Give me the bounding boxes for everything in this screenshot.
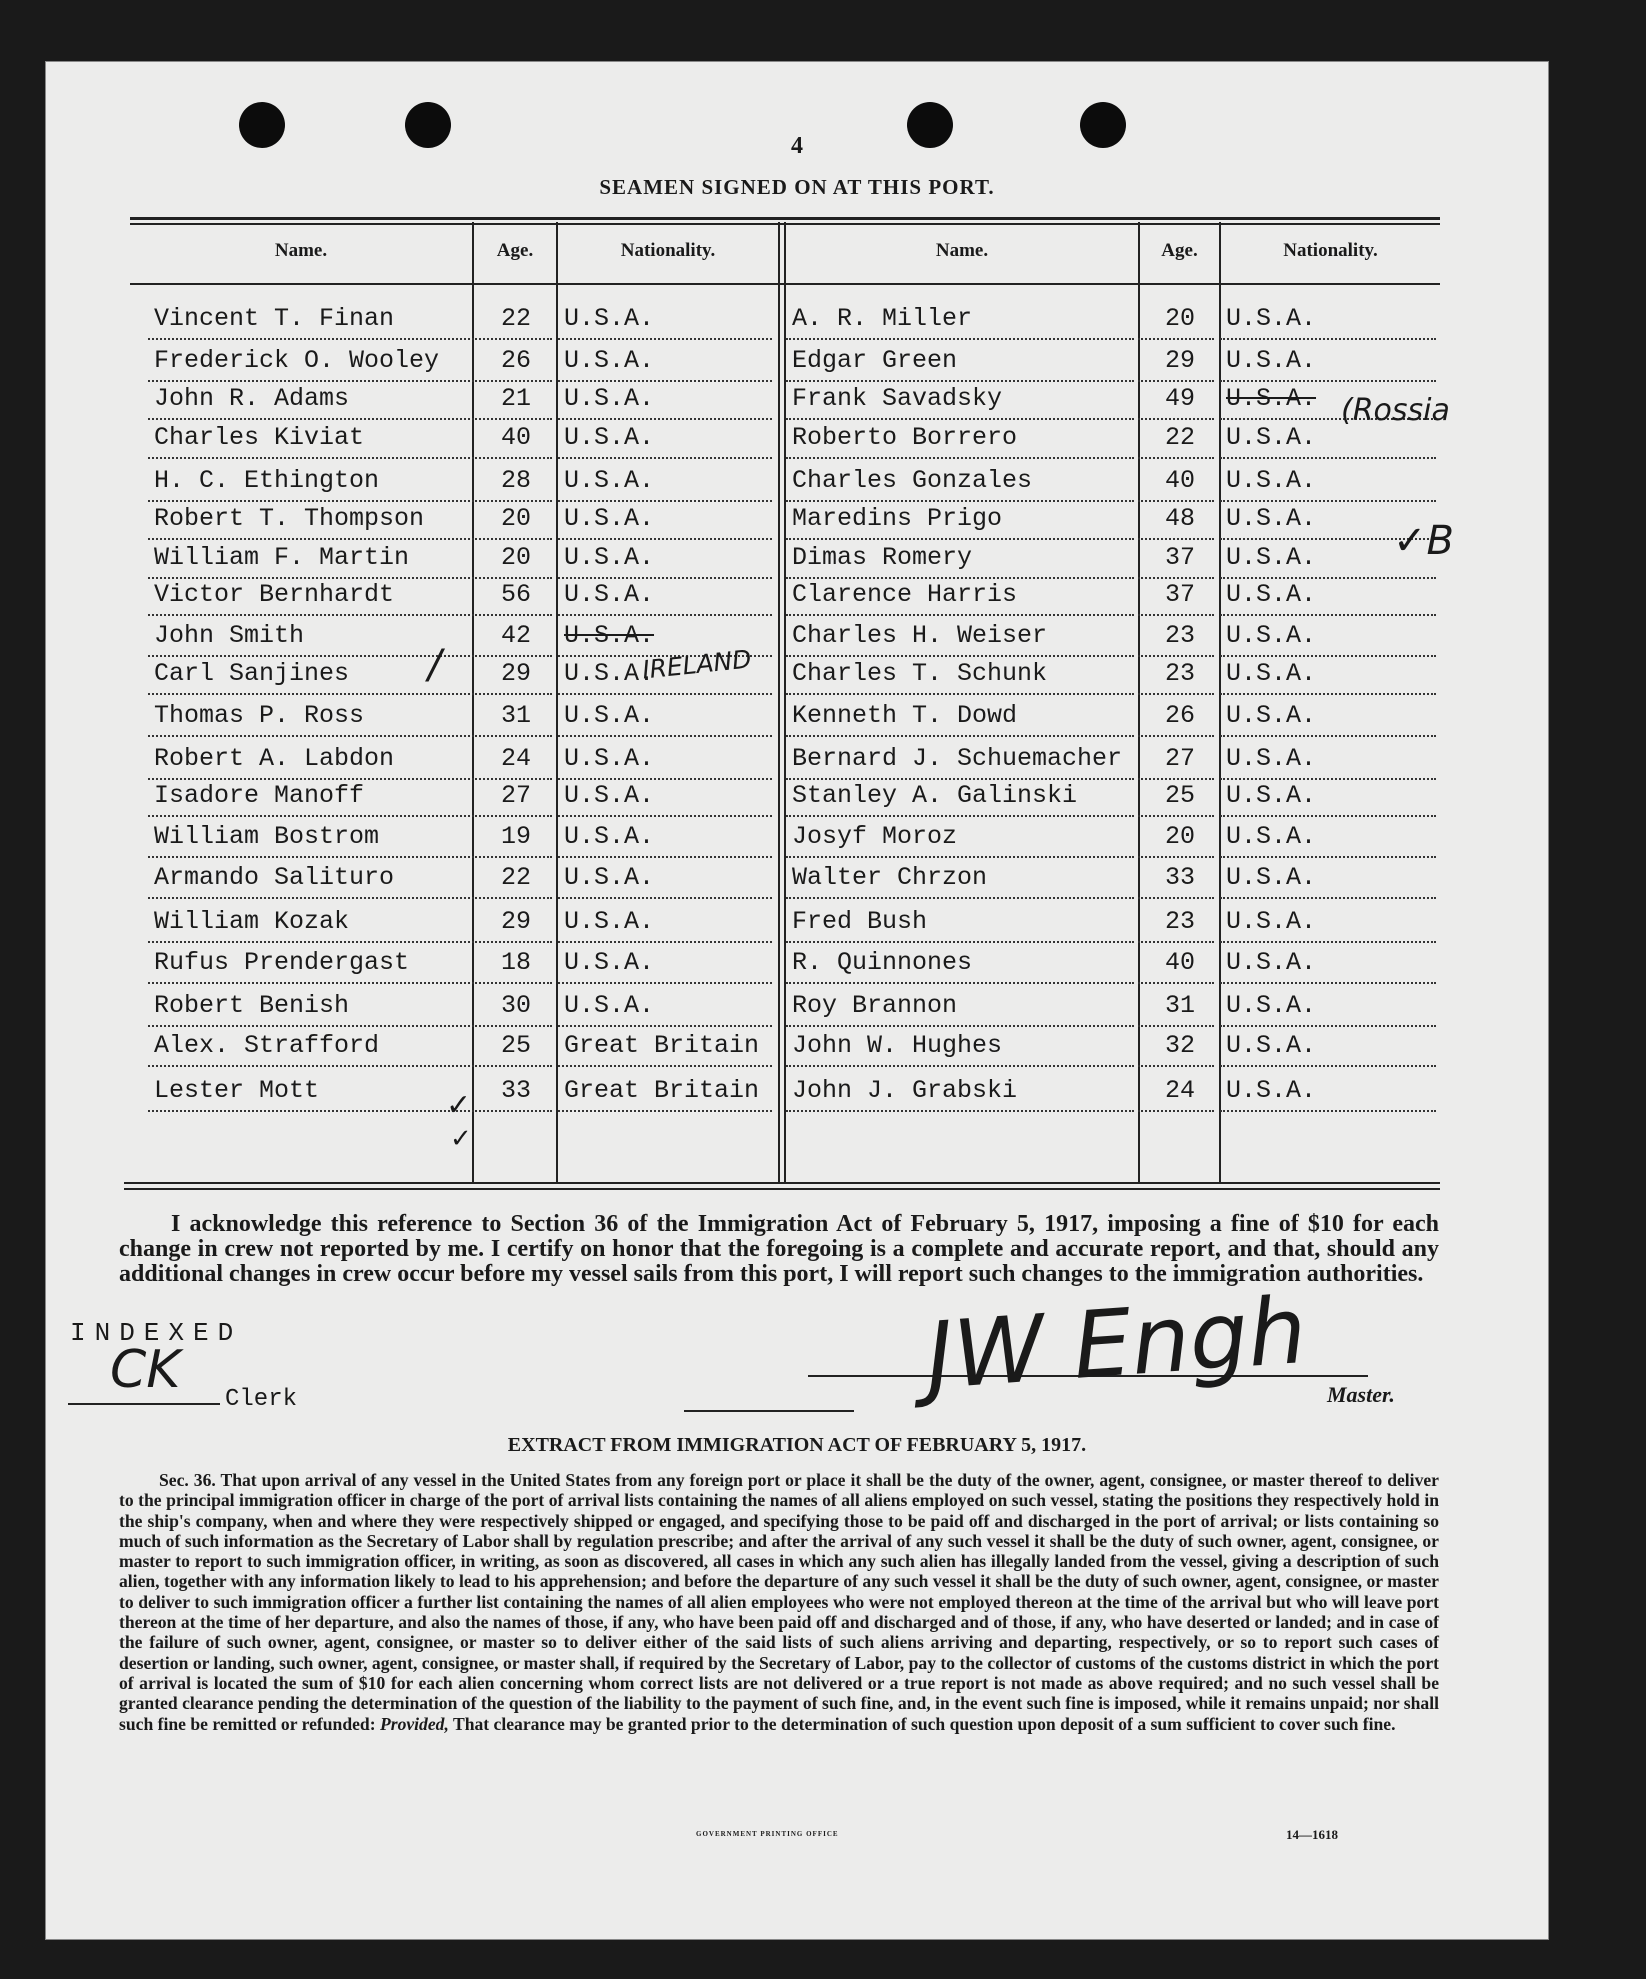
crew-nationality: U.S.A. — [564, 863, 655, 892]
dotted-rule — [1138, 457, 1214, 459]
dotted-rule — [786, 941, 1134, 943]
crew-age: 25 — [500, 1031, 531, 1060]
crew-nationality: U.S.A. — [564, 423, 655, 452]
dotted-rule — [1220, 655, 1436, 657]
dotted-rule — [1138, 982, 1214, 984]
dotted-rule — [558, 735, 772, 737]
dotted-rule — [558, 693, 772, 695]
legal-text — [119, 1470, 1439, 1734]
crew-name: Victor Bernhardt — [154, 580, 395, 609]
table-bottom-rule — [124, 1182, 1440, 1184]
master-signature: JW Engh — [922, 1276, 1310, 1411]
dotted-rule — [472, 418, 552, 420]
column-divider — [1138, 222, 1140, 1184]
crew-age: 26 — [1164, 701, 1195, 730]
crew-name: William Bostrom — [154, 822, 380, 851]
dotted-rule — [786, 693, 1134, 695]
dotted-rule — [1220, 1025, 1436, 1027]
dotted-rule — [148, 1110, 470, 1112]
dotted-rule — [472, 856, 552, 858]
crew-name: Maredins Prigo — [792, 504, 1003, 533]
crew-age: 40 — [1164, 948, 1195, 977]
crew-name: Isadore Manoff — [154, 781, 365, 810]
crew-name: Clarence Harris — [792, 580, 1018, 609]
dotted-rule — [558, 614, 772, 616]
dotted-rule — [786, 457, 1134, 459]
handwritten-tick: ✓B — [1393, 518, 1454, 564]
dotted-rule — [558, 500, 772, 502]
dotted-rule — [472, 655, 552, 657]
handwritten-tick: / — [428, 642, 442, 688]
crew-age: 23 — [1164, 621, 1195, 650]
dotted-rule — [1138, 577, 1214, 579]
crew-age: 24 — [1164, 1076, 1195, 1105]
crew-name: Lester Mott — [154, 1076, 320, 1105]
crew-nationality: U.S.A. — [564, 580, 655, 609]
crew-age: 31 — [500, 701, 531, 730]
crew-age: 23 — [1164, 659, 1195, 688]
column-divider — [556, 222, 558, 1184]
dotted-rule — [1220, 778, 1436, 780]
crew-nationality: U.S.A. — [564, 744, 655, 773]
dotted-rule — [786, 778, 1134, 780]
crew-nationality: U.S.A. — [564, 659, 655, 688]
header-nationality-left: Nationality. — [620, 240, 716, 261]
crew-age: 48 — [1164, 504, 1195, 533]
dotted-rule — [472, 1065, 552, 1067]
dotted-rule — [1220, 457, 1436, 459]
crew-nationality: U.S.A. — [564, 504, 655, 533]
crew-nationality: U.S.A. — [1226, 907, 1317, 936]
dotted-rule — [472, 538, 552, 540]
crew-nationality: U.S.A. — [564, 346, 655, 375]
proviso-label: Provided, — [379, 1713, 449, 1734]
crew-age: 22 — [500, 304, 531, 333]
crew-nationality: U.S.A. — [1226, 1031, 1317, 1060]
dotted-rule — [1138, 614, 1214, 616]
crew-nationality: U.S.A. — [1226, 580, 1317, 609]
section-label: Sec. 36. — [159, 1470, 216, 1490]
dotted-rule — [1220, 577, 1436, 579]
crew-nationality: U.S.A. — [564, 991, 655, 1020]
crew-age: 22 — [500, 863, 531, 892]
crew-name: Roy Brannon — [792, 991, 958, 1020]
crew-age: 20 — [1164, 304, 1195, 333]
crew-name: Thomas P. Ross — [154, 701, 365, 730]
dotted-rule — [472, 380, 552, 382]
dotted-rule — [472, 735, 552, 737]
acknowledgement-paragraph: I acknowledge this reference to Section 36 of the Immigration Act of February 5, 1917, imposing a fine of $10 for each change in crew not reported by me. I certify on honor that the foregoing is a complete and accurate report, and that, should any additional changes in crew occur before my vessel sails from this port, I will report such changes to the immigration authorities. — [119, 1211, 1439, 1287]
column-divider — [472, 222, 474, 1184]
crew-age: 37 — [1164, 580, 1195, 609]
crew-age: 37 — [1164, 543, 1195, 572]
crew-name: Roberto Borrero — [792, 423, 1018, 452]
crew-nationality: U.S.A. — [1226, 543, 1317, 572]
dotted-rule — [1138, 693, 1214, 695]
printing-office-imprint: GOVERNMENT PRINTING OFFICE — [696, 1830, 839, 1838]
crew-name: Alex. Strafford — [154, 1031, 380, 1060]
clerk-signature-line — [68, 1403, 220, 1405]
dotted-rule — [558, 1110, 772, 1112]
crew-age: 40 — [500, 423, 531, 452]
crew-name: Fred Bush — [792, 907, 928, 936]
dotted-rule — [558, 338, 772, 340]
crew-nationality: U.S.A. — [564, 384, 655, 413]
dotted-rule — [786, 735, 1134, 737]
crew-age: 21 — [500, 384, 531, 413]
dotted-rule — [786, 500, 1134, 502]
dotted-rule — [1220, 897, 1436, 899]
dotted-rule — [1138, 941, 1214, 943]
dotted-rule — [558, 778, 772, 780]
dotted-rule — [1220, 338, 1436, 340]
handwritten-tick: ✓ — [450, 1124, 472, 1154]
crew-age: 25 — [1164, 781, 1195, 810]
crew-age: 27 — [500, 781, 531, 810]
crew-nationality: U.S.A. — [564, 701, 655, 730]
crew-nationality: U.S.A. — [1226, 504, 1317, 533]
dotted-rule — [786, 1065, 1134, 1067]
dotted-rule — [1138, 735, 1214, 737]
dotted-rule — [786, 418, 1134, 420]
crew-nationality: U.S.A. — [564, 781, 655, 810]
crew-nationality: U.S.A. — [564, 466, 655, 495]
dotted-rule — [558, 856, 772, 858]
extract-title: EXTRACT FROM IMMIGRATION ACT OF FEBRUARY 5, 1917. — [507, 1434, 1087, 1456]
dotted-rule — [472, 1110, 552, 1112]
dotted-rule — [148, 1065, 470, 1067]
dotted-rule — [1220, 1110, 1436, 1112]
dotted-rule — [1138, 897, 1214, 899]
dotted-rule — [148, 500, 470, 502]
handwritten-correction: (Rossia — [1341, 393, 1450, 428]
dotted-rule — [558, 1065, 772, 1067]
dotted-rule — [1220, 380, 1436, 382]
crew-age: 29 — [1164, 346, 1195, 375]
dotted-rule — [786, 338, 1134, 340]
dotted-rule — [148, 941, 470, 943]
crew-nationality: U.S.A. — [1226, 948, 1317, 977]
crew-age: 20 — [500, 504, 531, 533]
crew-age: 56 — [500, 580, 531, 609]
dotted-rule — [148, 655, 470, 657]
table-top-rule — [130, 217, 1440, 220]
column-divider — [1219, 222, 1221, 1184]
crew-nationality: U.S.A. — [1226, 384, 1317, 413]
dotted-rule — [786, 655, 1134, 657]
crew-name: H. C. Ethington — [154, 466, 380, 495]
dotted-rule — [148, 338, 470, 340]
crew-name: Frank Savadsky — [792, 384, 1003, 413]
dotted-rule — [1220, 614, 1436, 616]
crew-age: 18 — [500, 948, 531, 977]
dotted-rule — [472, 457, 552, 459]
crew-name: Robert A. Labdon — [154, 744, 395, 773]
dotted-rule — [472, 815, 552, 817]
crew-age: 30 — [500, 991, 531, 1020]
dotted-rule — [1138, 380, 1214, 382]
master-signature-line — [684, 1410, 854, 1412]
dotted-rule — [1138, 1025, 1214, 1027]
dotted-rule — [472, 338, 552, 340]
crew-nationality: U.S.A. — [1226, 863, 1317, 892]
dotted-rule — [1138, 655, 1214, 657]
dotted-rule — [786, 982, 1134, 984]
crew-name: Charles H. Weiser — [792, 621, 1048, 650]
crew-age: 22 — [1164, 423, 1195, 452]
master-label: Master. — [1327, 1382, 1395, 1407]
crew-age: 23 — [1164, 907, 1195, 936]
crew-age: 24 — [500, 744, 531, 773]
dotted-rule — [558, 380, 772, 382]
crew-age: 49 — [1164, 384, 1195, 413]
crew-name: Carl Sanjines — [154, 659, 350, 688]
crew-name: Stanley A. Galinski — [792, 781, 1078, 810]
dotted-rule — [148, 778, 470, 780]
crew-nationality: U.S.A. — [1226, 991, 1317, 1020]
page-number: 4 — [791, 133, 803, 159]
crew-name: Charles T. Schunk — [792, 659, 1048, 688]
dotted-rule — [1138, 1065, 1214, 1067]
dotted-rule — [786, 577, 1134, 579]
dotted-rule — [472, 897, 552, 899]
crew-name: John R. Adams — [154, 384, 350, 413]
dotted-rule — [786, 815, 1134, 817]
dotted-rule — [148, 982, 470, 984]
crew-nationality: U.S.A. — [564, 304, 655, 333]
dotted-rule — [472, 778, 552, 780]
crew-name: John Smith — [154, 621, 305, 650]
dotted-rule — [148, 735, 470, 737]
crew-nationality: U.S.A. — [1226, 304, 1317, 333]
dotted-rule — [1220, 500, 1436, 502]
crew-age: 29 — [500, 659, 531, 688]
dotted-rule — [786, 897, 1134, 899]
crew-name: Dimas Romery — [792, 543, 973, 572]
crew-nationality: U.S.A. — [1226, 744, 1317, 773]
crew-nationality: U.S.A. — [1226, 822, 1317, 851]
page-title: SEAMEN SIGNED ON AT THIS PORT. — [599, 175, 995, 199]
dotted-rule — [148, 693, 470, 695]
crew-age: 20 — [1164, 822, 1195, 851]
crew-nationality: U.S.A. — [564, 543, 655, 572]
handwritten-tick: ✓ — [446, 1088, 472, 1123]
dotted-rule — [558, 577, 772, 579]
dotted-rule — [472, 693, 552, 695]
crew-name: Robert T. Thompson — [154, 504, 425, 533]
dotted-rule — [1138, 500, 1214, 502]
dotted-rule — [786, 538, 1134, 540]
crew-nationality: Great Britain — [564, 1031, 760, 1060]
dotted-rule — [1220, 735, 1436, 737]
crew-name: Charles Kiviat — [154, 423, 365, 452]
crew-name: Walter Chrzon — [792, 863, 988, 892]
document-page — [46, 62, 1548, 1939]
crew-nationality: U.S.A. — [564, 948, 655, 977]
crew-name: Frederick O. Wooley — [154, 346, 440, 375]
dotted-rule — [1220, 1065, 1436, 1067]
crew-nationality: U.S.A. — [1226, 659, 1317, 688]
clerk-initials: CK — [110, 1340, 181, 1400]
dotted-rule — [786, 1025, 1134, 1027]
crew-name: Armando Salituro — [154, 863, 395, 892]
crew-name: Josyf Moroz — [792, 822, 958, 851]
crew-age: 32 — [1164, 1031, 1195, 1060]
dotted-rule — [472, 577, 552, 579]
table-bottom-rule — [124, 1188, 1440, 1190]
dotted-rule — [148, 577, 470, 579]
dotted-rule — [148, 815, 470, 817]
dotted-rule — [786, 1110, 1134, 1112]
dotted-rule — [472, 1025, 552, 1027]
dotted-rule — [786, 380, 1134, 382]
crew-nationality: U.S.A. — [1226, 1076, 1317, 1105]
indexed-stamp: INDEXED — [70, 1318, 243, 1348]
crew-nationality: U.S.A. — [564, 907, 655, 936]
crew-nationality: U.S.A. — [1226, 346, 1317, 375]
column-divider — [778, 222, 780, 1184]
dotted-rule — [1220, 856, 1436, 858]
dotted-rule — [148, 1025, 470, 1027]
crew-age: 40 — [1164, 466, 1195, 495]
crew-age: 28 — [500, 466, 531, 495]
header-nationality-right: Nationality. — [1283, 240, 1378, 261]
crew-age: 31 — [1164, 991, 1195, 1020]
crew-name: William F. Martin — [154, 543, 410, 572]
crew-name: Vincent T. Finan — [154, 304, 395, 333]
handwritten-correction: IRELAND — [640, 644, 753, 685]
crew-name: John W. Hughes — [792, 1031, 1003, 1060]
crew-name: Robert Benish — [154, 991, 350, 1020]
dotted-rule — [558, 538, 772, 540]
crew-nationality: U.S.A. — [1226, 423, 1317, 452]
header-age-left: Age. — [496, 240, 534, 261]
crew-age: 29 — [500, 907, 531, 936]
crew-name: R. Quinnones — [792, 948, 973, 977]
dotted-rule — [1138, 418, 1214, 420]
dotted-rule — [558, 815, 772, 817]
dotted-rule — [148, 856, 470, 858]
dotted-rule — [472, 500, 552, 502]
crew-name: A. R. Miller — [792, 304, 973, 333]
dotted-rule — [558, 897, 772, 899]
dotted-rule — [558, 418, 772, 420]
crew-name: John J. Grabski — [792, 1076, 1018, 1105]
crew-nationality: U.S.A. — [1226, 701, 1317, 730]
crew-age: 42 — [500, 621, 531, 650]
crew-age: 20 — [500, 543, 531, 572]
dotted-rule — [786, 856, 1134, 858]
crew-age: 33 — [1164, 863, 1195, 892]
crew-nationality: U.S.A. — [1226, 466, 1317, 495]
dotted-rule — [148, 897, 470, 899]
dotted-rule — [1220, 693, 1436, 695]
dotted-rule — [1138, 778, 1214, 780]
section-text: That upon arrival of any vessel in the United States from any foreign port or place it shall be the duty of the owner, agent, consignee, or master thereof to deliver to the principal immigration officer in charge of the port of arrival lists containing the names of all aliens employed on such vessel, stating the positions they respectively hold in the ship's company, when and where they were respectively shipped or engaged, and specifying those to be paid off and discharged in the port of arrival; or lists containing so much of such information as the Secretary of Labor shall by regulation prescribe; and after the arrival of any such vessel it shall be the duty of such owner, agent, consignee, or master to report to such immigration officer, in writing, as soon as discovered, all cases in which any such alien has illegally landed from the vessel, giving a description of such alien, together with any information likely to lead to his apprehension; and before the departure of any such vessel it shall be the duty of such owner, agent, consignee, or master to deliver to such immigration officer a further list containing the names of all alien employees who were not employed thereon at the time of the arrival but who will leave port thereon at the time of her departure, and also the names of those, if any, who have been paid off and discharged and of those, if any, who have deserted or landed; and in case of the failure of such owner, agent, consignee, or master so to deliver either of the said lists of such aliens arriving and departing, respectively, or so to report such cases of desertion or landing, such owner, agent, consignee, or master shall, if required by the Secretary of Labor, pay to the collector of customs of the customs district in which the port of arrival is located the sum of $10 for each alien concerning whom correct lists are not delivered or a true report is not made as above required; and no such vessel shall be granted clearance pending the determination of the question of the liability to the payment of such fine, and, in the event such fine is imposed, while it remains unpaid; nor shall such fine be remitted or refunded: — [119, 1470, 1439, 1734]
dotted-rule — [148, 457, 470, 459]
crew-name: Bernard J. Schuemacher — [792, 744, 1123, 773]
crew-name: Charles Gonzales — [792, 466, 1033, 495]
crew-nationality: U.S.A. — [564, 621, 655, 650]
dotted-rule — [558, 941, 772, 943]
proviso-text: That clearance may be granted prior to the determination of such question upon deposit of a sum sufficient to cover such fine. — [452, 1713, 1396, 1734]
crew-name: Edgar Green — [792, 346, 958, 375]
dotted-rule — [472, 614, 552, 616]
dotted-rule — [1220, 941, 1436, 943]
crew-nationality: U.S.A. — [564, 822, 655, 851]
dotted-rule — [1138, 1110, 1214, 1112]
dotted-rule — [148, 614, 470, 616]
crew-age: 33 — [500, 1076, 531, 1105]
dotted-rule — [1220, 982, 1436, 984]
dotted-rule — [1138, 856, 1214, 858]
dotted-rule — [786, 614, 1134, 616]
crew-nationality: Great Britain — [564, 1076, 760, 1105]
crew-age: 26 — [500, 346, 531, 375]
crew-nationality: U.S.A. — [1226, 621, 1317, 650]
dotted-rule — [148, 538, 470, 540]
dotted-rule — [472, 941, 552, 943]
crew-age: 27 — [1164, 744, 1195, 773]
dotted-rule — [558, 982, 772, 984]
form-number: 14—1618 — [1286, 1827, 1338, 1842]
dotted-rule — [148, 380, 470, 382]
dotted-rule — [558, 1025, 772, 1027]
dotted-rule — [558, 457, 772, 459]
dotted-rule — [1138, 338, 1214, 340]
clerk-label: Clerk — [225, 1386, 298, 1413]
header-age-right: Age. — [1161, 240, 1198, 261]
dotted-rule — [1138, 815, 1214, 817]
column-divider — [784, 222, 786, 1184]
crew-age: 19 — [500, 822, 531, 851]
header-name-right: Name. — [935, 240, 989, 261]
dotted-rule — [1138, 538, 1214, 540]
dotted-rule — [1220, 815, 1436, 817]
dotted-rule — [148, 418, 470, 420]
header-name-left: Name. — [274, 240, 328, 261]
crew-name: Rufus Prendergast — [154, 948, 410, 977]
dotted-rule — [472, 982, 552, 984]
crew-nationality: U.S.A. — [1226, 781, 1317, 810]
crew-name: Kenneth T. Dowd — [792, 701, 1018, 730]
crew-name: William Kozak — [154, 907, 350, 936]
